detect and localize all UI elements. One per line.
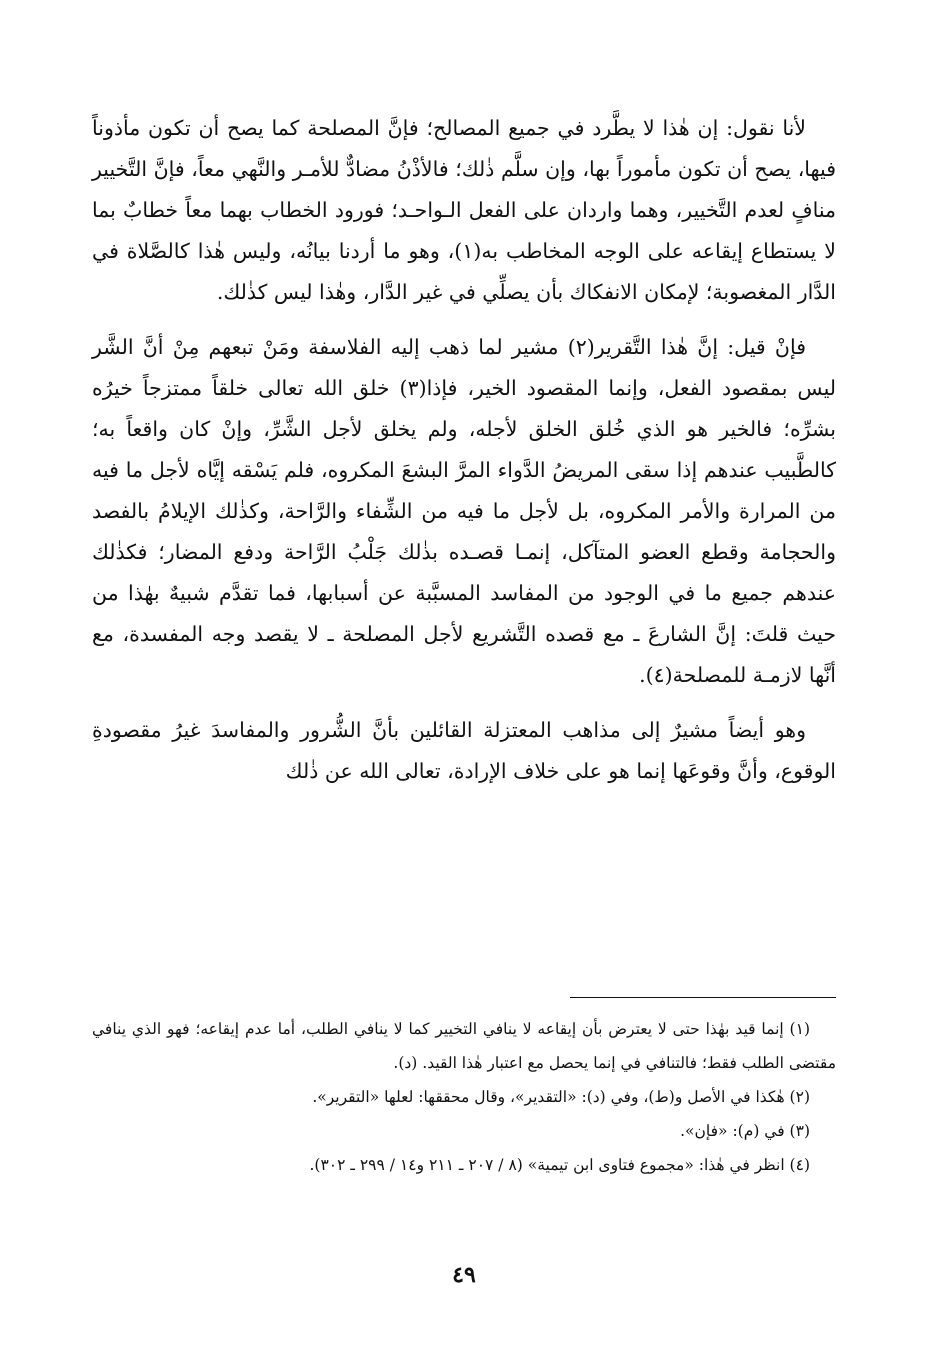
footnote-3: (٣) في (م): «فإن».: [680, 1122, 810, 1140]
footnote-4: (٤) انظر في هٰذا: «مجموع فتاوى ابن تيمية» (٨ / ٢٠٧ ـ ٢١١ و١٤ / ٢٩٩ ـ ٣٠٢).: [309, 1156, 810, 1174]
paragraph-1: لأنا نقول: إن هٰذا لا يطَّرد في جميع المصالح؛ فإنَّ المصلحة كما يصح أن تكون مأذوناً فيها، يصح أن تكون مأموراً بها، وإن سلَّم ذٰلك؛ فالأذْنُ مضادٌّ للأمـر والنَّهي معاً، فإنَّ التَّخيير منافٍ لعدم التَّخيير، وهما واردان على الفعل الـواحـد؛ فورود الخطاب بهما معاً خطابٌ بما لا يستطاع إيقاعه على الوجه المخاطب به(١)، وهو ما أردنا بيانُه، وليس هٰذا كالصَّلاة في الدَّار المغصوبة؛ لإمكان الانفكاك بأن يصلِّي في غير الدَّار، وهٰذا ليس كذٰلك.: [92, 116, 837, 304]
footnote-1: (١) إنما قيد بهٰذا حتى لا يعترض بأن إيقاعه لا ينافي التخيير كما لا ينافي الطلب، أما عدم إيقاعه؛ فهو الذي ينافي مقتضى الطلب فقط؛ فالتنافي في إنما يحصل مع اعتبار هٰذا القيد. (د).: [92, 1020, 836, 1072]
paragraph-3: وهو أيضاً مشيرٌ إلى مذاهب المعتزلة القائلين بأنَّ الشُّرور والمفاسدَ غيرُ مقصودةِ الوقوع، وأنَّ وقوعَها إنما هو على خلاف الإرادة، تعالى الله عن ذٰلك: [92, 718, 836, 783]
paragraph-2: فإنْ قيل: إنَّ هٰذا التَّقرير(٢) مشير لما ذهب إليه الفلاسفة ومَنْ تبعهم مِنْ أنَّ الشَّر ليس بمقصود الفعل، وإنما المقصود الخير، فإذا(٣) خلق الله تعالى خلقاً ممتزجاً خيرُه بشرِّه؛ فالخير هو الذي خُلق الخلق لأجله، ولم يخلق لأجل الشَّرِّ، وإنْ كان واقعاً به؛ كالطَّبيب عندهم إذا سقى المريضُ الدَّواء المرَّ البشعَ المكروه، فلم يَسْقه إيَّاه لأجل ما فيه من المرارة والأمر المكروه، بل لأجل ما فيه من الشِّفاء والرَّاحة، وكذٰلك الإيلامُ بالفصد والحجامة وقطع العضو المتآكل، إنمـا قصـده بذٰلك جَلْبُ الرَّاحة ودفع المضار؛ فكذٰلك عندهم جميع ما في الوجود من المفاسد المسبَّبة عن أسبابها، فما تقدَّم شبيهٌ بهٰذا من حيث قلتَ: إنَّ الشارعَ ـ مع قصده التَّشريع لأجل المصلحة ـ لا يقصد وجه المفسدة، مع أنَّها لازمـة للمصلحة(٤).: [92, 335, 836, 687]
footnote-2: (٢) هٰكذا في الأصل و(ط)، وفي (د): «التقدير»، وقال محققها: لعلها «التقرير».: [312, 1088, 810, 1106]
main-text: [92, 108, 836, 806]
footnotes: [92, 1012, 836, 1182]
page-number: ٤٩: [452, 1262, 476, 1288]
footnote-separator: [570, 997, 836, 998]
